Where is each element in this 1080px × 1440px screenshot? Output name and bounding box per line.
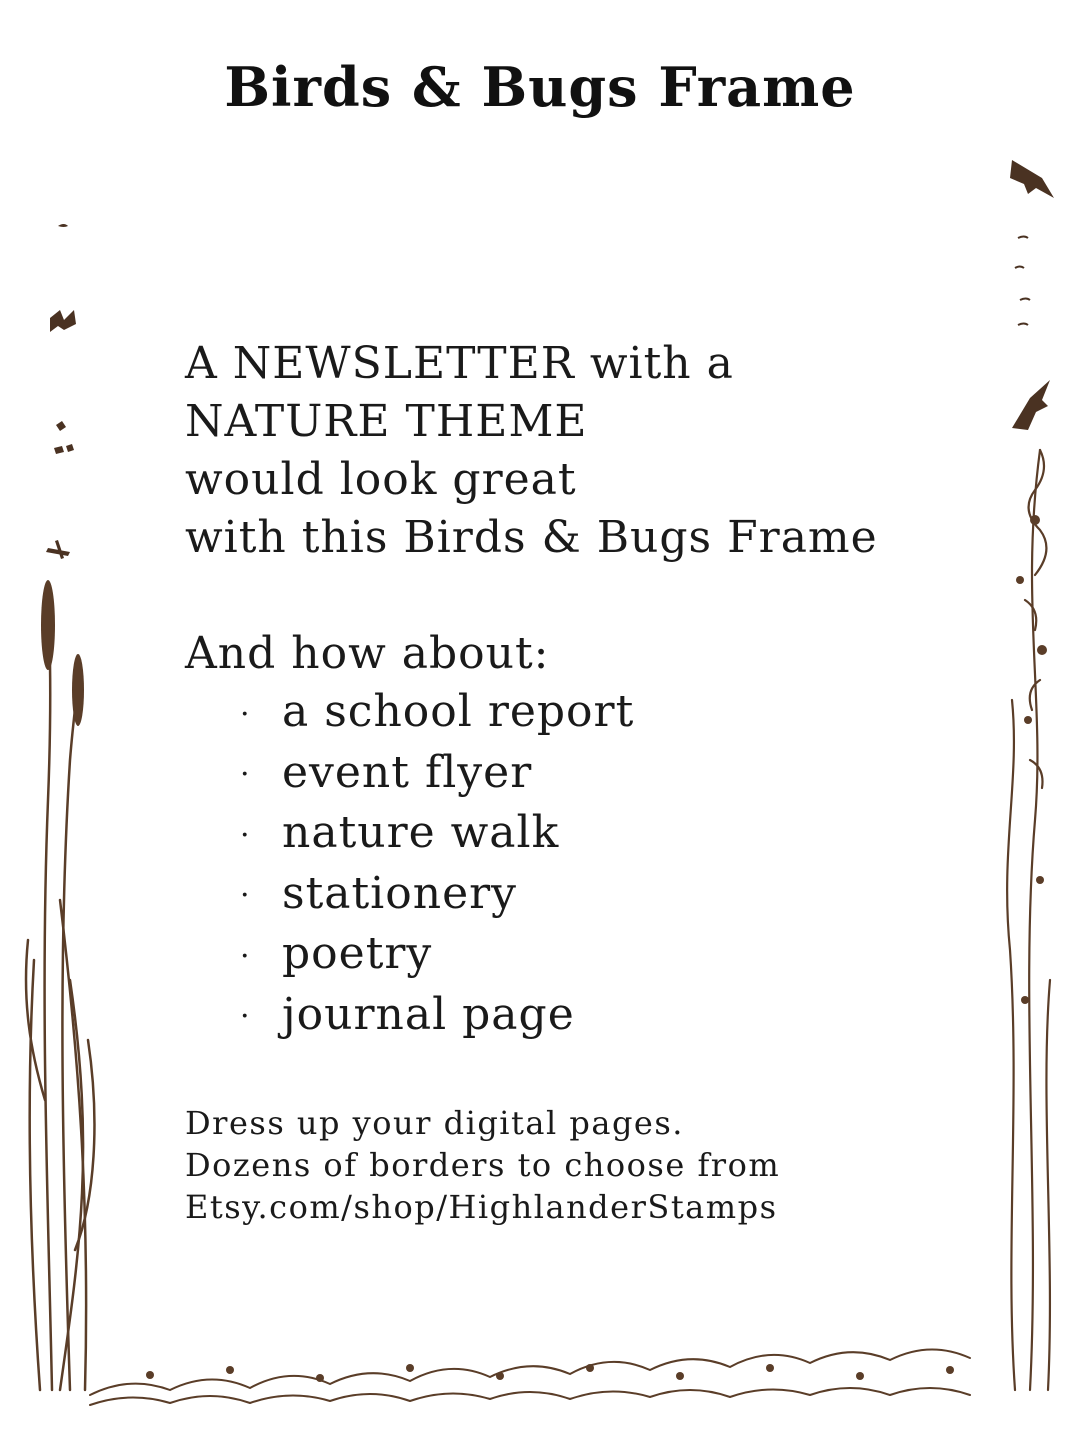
list-item-label: poetry [282, 928, 433, 979]
intro-block [185, 335, 985, 567]
list-item-label: stationery [282, 867, 518, 919]
list-item-label: journal page [282, 988, 575, 1040]
list-item [240, 986, 985, 1047]
small-bird-icon [58, 224, 68, 227]
intro-line: A NEWSLETTER with a [185, 338, 734, 389]
bullet-icon: · [240, 878, 251, 913]
intro-line: would look great [185, 454, 577, 505]
bullet-icon: · [240, 757, 251, 792]
suggestions-list [185, 683, 985, 1046]
list-item [240, 744, 985, 805]
footer-note [185, 1102, 985, 1228]
flying-bird-icon-2 [1012, 380, 1050, 430]
bullet-icon: · [240, 696, 251, 732]
list-item-label: a school report [282, 686, 635, 737]
list-item [240, 683, 985, 744]
left-cattail-head [41, 580, 55, 670]
butterfly-icon [50, 310, 76, 332]
main-content [185, 335, 985, 1228]
list-item-label: nature walk [282, 807, 560, 858]
list-item [240, 925, 985, 986]
intro-line: NATURE THEME [185, 396, 588, 447]
intro-line: with this Birds & Bugs Frame [185, 512, 878, 563]
bullet-icon: · [240, 938, 251, 974]
bullet-icon: · [240, 999, 251, 1034]
list-item-label: event flyer [282, 746, 533, 798]
footer-line: Dress up your digital pages. [185, 1104, 684, 1142]
suggestions-heading: And how about: [185, 628, 550, 679]
list-item [240, 865, 985, 926]
page-title: Birds & Bugs Frame [224, 55, 856, 119]
dragonfly-icon [46, 540, 70, 559]
right-vine [1029, 450, 1040, 1390]
footer-line: Dozens of borders to choose from [185, 1146, 781, 1184]
small-birds-flock-icon [1015, 237, 1030, 326]
flying-bird-icon [1010, 160, 1054, 198]
shop-link: Etsy.com/shop/HighlanderStamps [185, 1188, 778, 1226]
left-cattail-stalk [45, 600, 52, 1390]
bullet-icon: · [240, 817, 251, 853]
bug-icon [54, 421, 74, 454]
list-item [240, 804, 985, 865]
